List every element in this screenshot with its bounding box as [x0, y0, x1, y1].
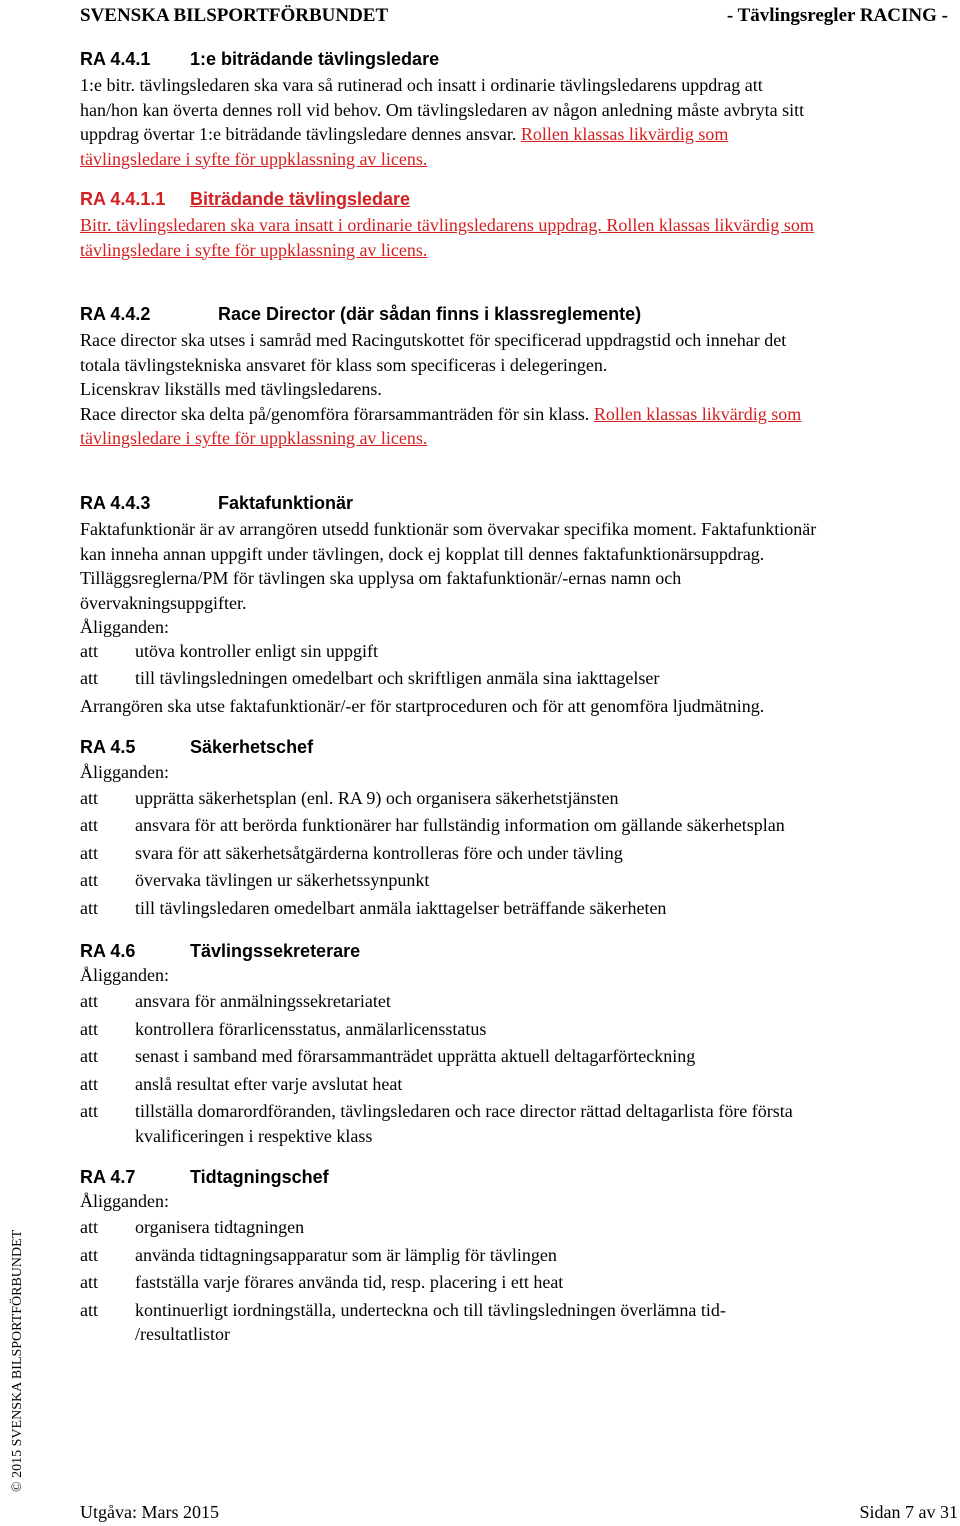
list-item: att organisera tidtagningen: [80, 1217, 305, 1237]
list-item: att kontrollera förarlicensstatus, anmälarlicensstatus: [80, 1019, 487, 1039]
paragraph-line: Åligganden:: [80, 617, 169, 637]
revision-text: Rollen klassas likvärdig som: [520, 124, 729, 144]
paragraph-line: Licenskrav likställs med tävlingsledarens.: [80, 379, 382, 399]
duties-label: Åligganden:: [80, 965, 169, 985]
paragraph-line: Race director ska delta på/genomföra förarsammanträden för sin klass. Rollen klassas likvärdig som: [80, 403, 802, 424]
section-number: RA 4.5: [80, 737, 136, 757]
list-item: att senast i samband med förarsammanträdet upprätta aktuell deltagarförteckning: [80, 1046, 696, 1066]
list-item: att ansvara för anmälningssekretariatet: [80, 991, 391, 1011]
list-item: att ansvara för att berörda funktionärer har fullständig information om gällande säkerhetsplan: [80, 815, 785, 835]
footer-edition: Utgåva: Mars 2015: [80, 1502, 219, 1522]
list-item: att övervaka tävlingen ur säkerhetssynpunkt: [80, 870, 430, 890]
section-title: Biträdande tävlingsledare: [190, 189, 411, 209]
revision-text: tävlingsledare i syfte för uppklassning av licens.: [80, 428, 428, 448]
list-item: att till tävlingsledaren omedelbart anmäla iakttagelser beträffande säkerheten: [80, 898, 667, 918]
section-number: RA 4.6: [80, 941, 136, 961]
heading-ra-4-4-3: [80, 493, 353, 514]
copyright-text: © 2015 SVENSKA BILSPORTFÖRBUNDET: [10, 1229, 25, 1492]
heading-ra-4-6: [80, 941, 360, 962]
heading-ra-4-4-2: [80, 304, 641, 325]
list-item: att utöva kontroller enligt sin uppgift: [80, 641, 378, 661]
paragraph-line: Bitr. tävlingsledaren ska vara insatt i ordinarie tävlingsledarens uppdrag. Rollen klassas likvärdig som: [80, 215, 814, 235]
list-item: att kontinuerligt iordningställa, underteckna och till tävlingsledningen överlämna tid-: [80, 1300, 726, 1320]
section-number: RA 4.4.2: [80, 304, 151, 324]
paragraph-line: Race director ska utses i samråd med Racingutskottet för specificerad uppdragstid och innehar det: [80, 330, 787, 350]
section-title: Säkerhetschef: [190, 737, 314, 757]
section-body-4-4-2: [80, 328, 801, 451]
section-title: 1:e biträdande tävlingsledare: [190, 49, 440, 69]
section-number: RA 4.7: [80, 1167, 136, 1187]
list-item: att använda tidtagningsapparatur som är lämplig för tävlingen: [80, 1245, 557, 1265]
list-item-continuation: /resultatlistor: [135, 1324, 230, 1344]
paragraph-line: Tilläggsreglerna/PM för tävlingen ska upplysa om faktafunktionär/-ernas namn och: [80, 568, 682, 588]
section-title: Race Director (där sådan finns i klassreglemente): [218, 304, 642, 324]
revision-text: tävlingsledare i syfte för uppklassning av licens.: [80, 148, 428, 169]
list-item: att fastställa varje förares använda tid, resp. placering i ett heat: [80, 1272, 564, 1292]
list-item: att upprätta säkerhetsplan (enl. RA 9) och organisera säkerhetstjänsten: [80, 788, 619, 808]
copyright-sidebar: [12, 1212, 32, 1492]
section-body-4-4-3: [80, 517, 816, 640]
heading-ra-4-7: [80, 1167, 329, 1188]
section-title: Tävlingssekreterare: [190, 941, 361, 961]
closing-paragraph: Arrangören ska utse faktafunktionär/-er för startproceduren och för att genomföra ljudmätning.: [80, 696, 765, 716]
list-item: att svara för att säkerhetsåtgärderna kontrolleras före och under tävling: [80, 843, 623, 863]
section-number: RA 4.4.1.1: [80, 189, 166, 209]
header-doc-title: - Tävlingsregler RACING -: [726, 5, 948, 26]
paragraph-line: Faktafunktionär är av arrangören utsedd funktionär som övervakar specifika moment. Faktafunktionär: [80, 519, 817, 539]
paragraph-line: han/hon kan överta dennes roll vid behov. Om tävlingsledaren av någon anledning måste avbryta sitt: [80, 99, 805, 120]
list-item: att till tävlingsledningen omedelbart och skriftligen anmäla sina iakttagelser: [80, 668, 660, 688]
header-org: SVENSKA BILSPORTFÖRBUNDET: [80, 5, 389, 26]
section-number: RA 4.4.3: [80, 493, 151, 513]
heading-ra-4-4-1-1: [80, 189, 410, 210]
section-title: Faktafunktionär: [218, 493, 354, 513]
list-item: att anslå resultat efter varje avslutat heat: [80, 1074, 403, 1094]
list-item: att tillställa domarordföranden, tävlingsledaren och race director rättad deltagarlista före första: [80, 1101, 793, 1121]
paragraph-line: uppdrag övertar 1:e biträdande tävlingsledare dennes ansvar. Rollen klassas likvärdig som: [80, 124, 729, 144]
paragraph-line: tävlingsledare i syfte för uppklassning av licens.: [80, 239, 428, 260]
duties-label: Åligganden:: [80, 1191, 169, 1211]
heading-ra-4-4-1: [80, 49, 439, 70]
paragraph-line: kan inneha annan uppgift under tävlingen, dock ej kopplat till dennes faktafunktionärsuppdrag.: [80, 543, 765, 564]
section-title: Tidtagningschef: [190, 1167, 329, 1187]
section-number: RA 4.4.1: [80, 49, 151, 69]
paragraph-line: övervakningsuppgifter.: [80, 592, 247, 613]
paragraph-line: 1:e bitr. tävlingsledaren ska vara så rutinerad och insatt i ordinarie tävlingsledarens uppdrag att: [80, 75, 763, 95]
paragraph-line: totala tävlingstekniska ansvaret för klass som specificeras i delegeringen.: [80, 354, 608, 375]
duties-label: Åligganden:: [80, 762, 169, 782]
list-item-continuation: kvalificeringen i respektive klass: [135, 1126, 373, 1146]
footer-page-number: Sidan 7 av 31: [859, 1502, 958, 1522]
heading-ra-4-5: [80, 737, 313, 758]
revision-text: Rollen klassas likvärdig som: [593, 403, 802, 424]
section-body-4-4-1-1: [80, 213, 814, 262]
section-body-4-4-1: [80, 73, 804, 171]
